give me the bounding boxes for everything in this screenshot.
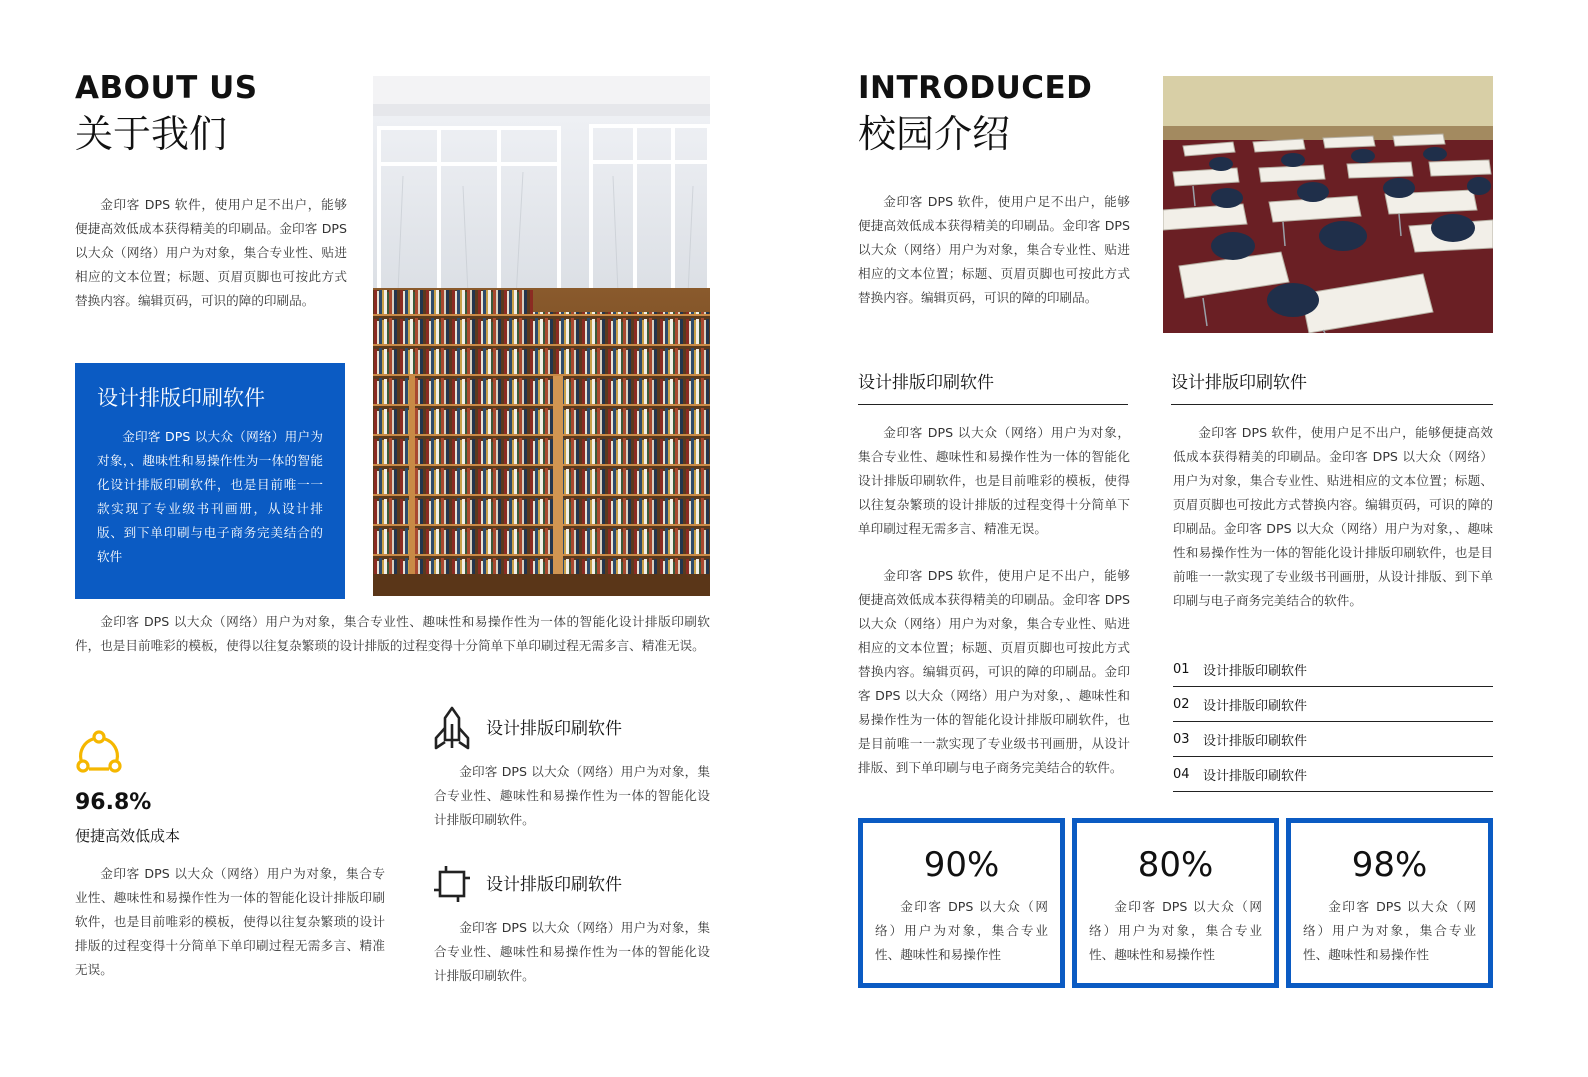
crop-frame-icon [432, 864, 472, 904]
feature-2-heading: 设计排版印刷软件 [486, 875, 622, 895]
about-title-cn: 关于我们 [75, 112, 228, 156]
list-item [1173, 652, 1493, 687]
share-nodes-icon [75, 728, 123, 776]
about-intro-paragraph: 金印客 DPS 软件，使用户足不出户，能够便捷高效低成本获得精美的印刷品。金印客 DPS 以大众（网络）用户为对象，集合专业性、贴进相应的文本位置；标题、页眉页脚也可按此方式替换内容。编辑页码，可识的障的印刷品。 [75, 197, 347, 308]
stat-box-3 [1286, 818, 1493, 988]
stat-box-text: 金印客 DPS 以大众（网络）用户为对象，集合专业性、趣味性和易操作性 [1089, 899, 1262, 962]
list-item [1173, 722, 1493, 757]
about-title-en: ABOUT US [75, 70, 258, 106]
about-blue-box [75, 363, 345, 599]
numbered-list [1173, 652, 1493, 792]
blue-box-text: 金印客 DPS 以大众（网络）用户为对象，、趣味性和易操作性为一体的智能化设计排版印刷软件，也是目前唯一一款实现了专业级书刊画册，从设计排版、到下单印刷与电子商务完美结合的软件 [97, 429, 323, 564]
rocket-icon [432, 706, 472, 750]
intro-title-cn: 校园介绍 [858, 112, 1011, 156]
blue-box-heading: 设计排版印刷软件 [97, 386, 265, 410]
intro-col1-paragraph-2: 金印客 DPS 软件，使用户足不出户，能够便捷高效低成本获得精美的印刷品。金印客 DPS 以大众（网络）用户为对象，集合专业性、贴进相应的文本位置；标题、页眉页脚也可按此方式替换内容。编辑页码，可识的障的印刷品。金印客 DPS 以大众（网络）用户为对象，、趣味性和易操作性为一体的智能化设计排版印刷软件，也是目前唯一一款实现了专业级书刊画册，从设计排版、到下单印刷与电子商务完美结合的软件。 [858, 568, 1130, 775]
list-item-label: 设计排版印刷软件 [1203, 698, 1308, 714]
stat-label: 便捷高效低成本 [75, 827, 181, 845]
stat-box-value: 80% [1137, 845, 1214, 885]
stat-box-1 [858, 818, 1065, 988]
intro-col2-paragraph: 金印客 DPS 软件，使用户足不出户，能够便捷高效低成本获得精美的印刷品。金印客 DPS 以大众（网络）用户为对象，集合专业性、贴进相应的文本位置；标题、页眉页脚也可按此方式替换内容。编辑页码，可识的障的印刷品。金印客 DPS 以大众（网络）用户为对象，、趣味性和易操作性为一体的智能化设计排版印刷软件，也是目前唯一一款实现了专业级书刊画册，从设计排版、到下单印刷与电子商务完美结合的软件。 [1173, 425, 1493, 608]
library-photo [373, 76, 710, 596]
stat-box-text: 金印客 DPS 以大众（网络）用户为对象，集合专业性、趣味性和易操作性 [875, 899, 1048, 962]
stat-box-value: 90% [923, 845, 1000, 885]
list-item-number: 02 [1173, 696, 1190, 712]
intro-col1-paragraph-1: 金印客 DPS 以大众（网络）用户为对象，集合专业性、趣味性和易操作性为一体的智能化设计排版印刷软件，也是目前唯彩的模板，使得以往复杂繁琐的设计排版的过程变得十分简单下单印刷过程无需多言、精准无误。 [858, 425, 1130, 536]
intro-col1-heading: 设计排版印刷软件 [858, 370, 1128, 405]
list-item [1173, 687, 1493, 722]
list-item [1173, 757, 1493, 792]
list-item-label: 设计排版印刷软件 [1203, 768, 1308, 784]
classroom-photo [1163, 76, 1493, 333]
about-wide-paragraph: 金印客 DPS 以大众（网络）用户为对象，集合专业性、趣味性和易操作性为一体的智能化设计排版印刷软件，也是目前唯彩的模板，使得以往复杂繁琐的设计排版的过程变得十分简单下单印刷过程无需多言、精准无误。 [75, 614, 710, 653]
feature-1-heading: 设计排版印刷软件 [486, 719, 622, 739]
stat-box-2 [1072, 818, 1279, 988]
feature-2-text: 金印客 DPS 以大众（网络）用户为对象，集合专业性、趣味性和易操作性为一体的智能化设计排版印刷软件。 [434, 920, 710, 983]
feature-1-text: 金印客 DPS 以大众（网络）用户为对象，集合专业性、趣味性和易操作性为一体的智能化设计排版印刷软件。 [434, 764, 710, 827]
stat-paragraph: 金印客 DPS 以大众（网络）用户为对象，集合专业性、趣味性和易操作性为一体的智能化设计排版印刷软件，也是目前唯彩的模板，使得以往复杂繁琐的设计排版的过程变得十分简单下单印刷过程无需多言、精准无误。 [75, 866, 385, 977]
list-item-label: 设计排版印刷软件 [1203, 663, 1308, 679]
list-item-number: 01 [1173, 661, 1190, 677]
stat-box-text: 金印客 DPS 以大众（网络）用户为对象，集合专业性、趣味性和易操作性 [1303, 899, 1476, 962]
list-item-number: 03 [1173, 731, 1190, 747]
intro-title-en: INTRODUCED [858, 70, 1093, 106]
intro-paragraph: 金印客 DPS 软件，使用户足不出户，能够便捷高效低成本获得精美的印刷品。金印客 DPS 以大众（网络）用户为对象，集合专业性、贴进相应的文本位置；标题、页眉页脚也可按此方式替换内容。编辑页码，可识的障的印刷品。 [858, 194, 1130, 305]
intro-col2-heading: 设计排版印刷软件 [1171, 370, 1493, 405]
list-item-label: 设计排版印刷软件 [1203, 733, 1308, 749]
stat-value: 96.8% [75, 790, 152, 815]
list-item-number: 04 [1173, 766, 1190, 782]
stat-box-value: 98% [1351, 845, 1428, 885]
